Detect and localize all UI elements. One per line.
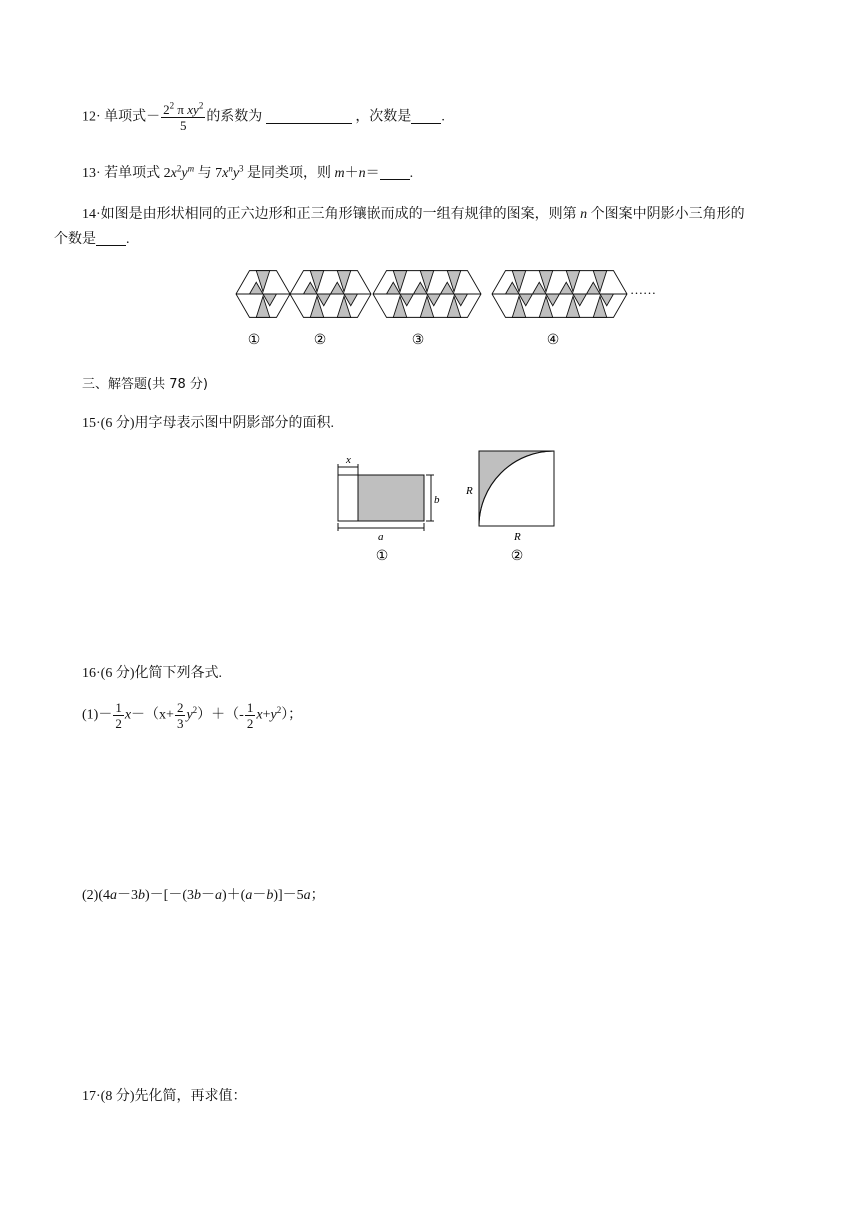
figure-label-1: ① — [247, 333, 261, 348]
figure-label-4: ④ — [546, 333, 560, 348]
question-16: 16·(6 分)化简下列各式. — [82, 666, 222, 681]
figure-1-rectangle — [338, 464, 434, 531]
area-figures — [0, 448, 860, 568]
label-b: b — [434, 494, 440, 506]
ellipsis: …… — [630, 282, 656, 297]
question-15: 15·(6 分)用字母表示图中阴影部分的面积. — [82, 416, 334, 431]
question-number: 16 — [82, 666, 96, 681]
coefficient-fraction: $\frac{2^2 \pi xy^2}{5}$ — [163, 100, 204, 133]
question-13: 13· 若单项式 $2x^2y^m$ 与 $7x^ny^3$ 是同类项，则 m＋n＝ . — [82, 163, 414, 181]
question-17: 17·(8 分)先化简，再求值： — [82, 1089, 247, 1104]
question-16-part-1: (1)－ $\frac{1}{2}$ x－（x+ $\frac{2}{3}$ $y^2)+(-$ $\frac{1}{2}$ $x+y^2$）； — [82, 700, 303, 731]
figure-label-1: ① — [375, 549, 389, 564]
answer-blank-m-plus-n[interactable] — [380, 165, 410, 180]
question-text: 单项式－ — [104, 109, 161, 125]
question-14-cont: 个数是 . — [54, 232, 130, 247]
question-16-part-2: (2)(4a－3b)－[－(3b－a)＋(a－b)]－5a； — [82, 888, 325, 903]
question-14: 14·如图是由形状相同的正六边形和正三角形镶嵌而成的一组有规律的图案，则第 n 个图案中阴影小三角形的 — [82, 207, 745, 222]
figure-label-2: ② — [510, 549, 524, 564]
label-x: x — [346, 454, 351, 466]
answer-blank-degree[interactable] — [411, 109, 441, 124]
question-number: 17 — [82, 1089, 96, 1104]
answer-blank-coefficient[interactable] — [266, 109, 352, 124]
label-a: a — [378, 531, 384, 543]
figure-label-3: ③ — [411, 333, 425, 348]
question-12: 12· 单项式－ $\frac{2^2 \pi xy^2}{5}$ 的系数为 ，次数是 . — [82, 100, 445, 133]
tessellation-figures — [0, 264, 860, 354]
label-r-left: R — [466, 485, 473, 497]
question-number: 15 — [82, 416, 96, 431]
question-number: 13 — [82, 166, 96, 181]
section-heading: 三、解答题(共 78 分) — [82, 377, 208, 392]
question-number: 14 — [82, 207, 96, 222]
figure-2-quarter-circle — [479, 451, 554, 526]
answer-blank-triangle-count[interactable] — [96, 231, 126, 246]
figure-label-2: ② — [313, 333, 327, 348]
label-r-bottom: R — [514, 531, 521, 543]
question-number: 12 — [82, 109, 96, 125]
